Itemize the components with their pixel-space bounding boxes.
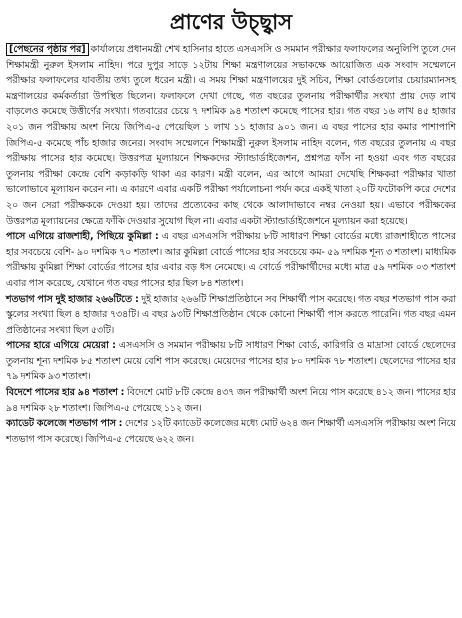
paragraph-text: দেশের ১২টি ক্যাডেট কলেজের মধ্যে মোট ৬২৪ জন শিক্ষার্থী এসএসসি পরীক্ষায় অংশ নিয়ে শতভাগ পাস করেছে। জিপিএ-৫ পেয়েছে ৬২২ জন। [6, 418, 456, 445]
continued-from-label: [পেছনের পৃষ্ঠার পর] [6, 43, 89, 56]
paragraph-girls-ahead [6, 338, 456, 385]
paragraph-rajshahi-comilla [6, 229, 456, 291]
subheading: বিদেশে পাসের হার ৯৪ শতাংশ : [6, 387, 125, 399]
headline: প্রাণের উচ্ছ্বাস [169, 10, 293, 34]
article-body [6, 42, 456, 447]
subheading: পাসের হারে এগিয়ে মেয়েরা : [6, 340, 116, 352]
paragraph-text: দুই হাজার ২৬৬টি শিক্ষাপ্রতিষ্ঠানে সব শিক্ষার্থী পাস করেছে। গত বছর শতভাগ পাস করা স্কুলের সংখ্যা ছিল ৪ হাজার ৭৩৪টি। এ বছর ৯৩টি শিক্ষাপ্রতিষ্ঠান থেকে কোনো শিক্ষার্থী পাস করতে পারেনি। গত বছর এমন প্রতিষ্ঠানের সংখ্যা ছিল ৫৩টি। [6, 293, 456, 336]
paragraph-text: এ বছর এসএসসি পরীক্ষায় ৮টি সাধারণ শিক্ষা বোর্ডের মধ্যে রাজশাহীতে পাসের হার সবচেয়ে বেশি- ৯০ দশমিক ৭০ শতাংশ। আর কুমিল্লা বোর্ডে পাসের হার সবচেয়ে কম- ৫৯ দশমিক শূন্য ৩ শতাংশ। মাধ্যমিক পরীক্ষায় কুমিল্লা শিক্ষা বোর্ডের পাসের হার এবার বড় ধস নেমেছে। এ বোর্ডে পরীক্ষার্থীদের মধ্যে মাত্র ৫৯ দশমিক ০৩ শতাংশ এবার পাস করেছে, যেখানে গত বছর পাসের হার ছিল ৮৪ শতাংশ। [6, 231, 456, 289]
paragraph-text: কার্যালয়ে প্রধানমন্ত্রী শেখ হাসিনার হাতে এসএসসি ও সমমান পরীক্ষার ফলাফলের অনুলিপি তুলে দেন শিক্ষামন্ত্রী নুরুল ইসলাম নাহিদ। পরে দুপুর সাড়ে ১২টায় শিক্ষা মন্ত্রণালয়ের সভাকক্ষে আয়োজিত এক সংবাদ সম্মেলনে পরীক্ষার ফলাফলের যাবতীয় তথ্য তুলে ধরেন মন্ত্রী। এ সময় শিক্ষা মন্ত্রণালয়ের দুই সচিব, শিক্ষা বোর্ডগুলোর চেয়ারম্যানসহ মন্ত্রণালয়ের কর্মকর্তারা উপস্থিত ছিলেন। ফলাফলে দেখা গেছে, গত বছরের তুলনায় পরীক্ষার্থীর সংখ্যা প্রায় দেড় লাখ বাড়লেও কমেছে উত্তীর্ণের সংখ্যা। গতবারের চেয়ে ৭ দশমিক ৯৪ শতাংশ কমেছে পাসের হার। গত বছর ১৬ লাখ ৪৫ হাজার ২০১ জন পরীক্ষায় অংশ নিয়ে জিপিএ-৫ পেয়েছিল ১ লাখ ১১ হাজার ৯০১ জন। এ বছর পাসের হার কমার পাশাপাশি জিপিএ-৫ কমেছে পাঁচ হাজার জনের। সংবাদ সম্মেলনে শিক্ষামন্ত্রী নুরুল ইসলাম নাহিদ বলেন, গত বছরের তুলনায় এ বছর পরীক্ষায় পাসের হার কমেছে। উত্তরপত্র মূল্যায়নে শিক্ষকদের স্ট্যান্ডার্ডাইজেশন, প্রশ্নপত্র ফাঁস না হওয়া এবং গত বছরের তুলনায় পরীক্ষা কেন্দ্রে বেশি কড়াকড়ি থাকা এর কারণ। মন্ত্রী বলেন, এর আগে আমরা দেখেছি শিক্ষকরা পরীক্ষার খাতা ভালোভাবে মূল্যায়ন করেন না। এ কারণে এবার একটি পরীক্ষা পর্যালোচনা পর্যদ করে একই খাতা ২০টি ফটোকপি করে দেশের ২০ জন সেরা পরীক্ষককে দেওয়া হয়। তাদের প্রত্যেকের কাছ থেকে আলাদাভাবে নম্বর নেওয়া হয়। এভাবে পরীক্ষকের উত্তরপত্র মূল্যায়নের ক্ষেত্রে ফাঁকি দেওয়ার সুযোগ ছিল না। এবার একটা স্ট্যান্ডার্ডাইজেশনে মূল্যায়ন করা হয়েছে। [6, 44, 456, 227]
paragraph-text: এসএসসি ও সমমান পরীক্ষায় ৮টি সাধারণ শিক্ষা বোর্ড, কারিগরি ও মাদ্রাসা বোর্ডে ছেলেদের তুলনায় শূন্য দশমিক ৮৫ শতাংশ মেয়ে বেশি পাস করেছে। মেয়েদের পাসের হার ৮০ দশমিক ৭৮ শতাংশ। ছেলেদের পাসের হার ৭৯ দশমিক ৯৩ শতাংশ। [6, 340, 457, 383]
paragraph-cadet-college [6, 416, 456, 447]
paragraph-intro [6, 42, 456, 229]
subheading: শতভাগ পাস দুই হাজার ২৬৬টিতে : [6, 293, 139, 305]
subheading: পাসে এগিয়ে রাজশাহী, পিছিয়ে কুমিল্লা : [6, 231, 159, 243]
paragraph-hundred-percent-pass [6, 292, 456, 339]
subheading: ক্যাডেট কলেজে শতভাগ পাস : [6, 418, 123, 430]
paragraph-abroad [6, 385, 456, 416]
paragraph-text: বিদেশে মোট ৮টি কেন্দ্রে ৪৩৭ জন পরীক্ষার্থী অংশ নিয়ে পাস করেছে ৪১২ জন। পাসের হার ৯৪ দশমিক ২৮ শতাংশ। জিপিএ-৫ পেয়েছে ১১২ জন। [6, 387, 456, 414]
